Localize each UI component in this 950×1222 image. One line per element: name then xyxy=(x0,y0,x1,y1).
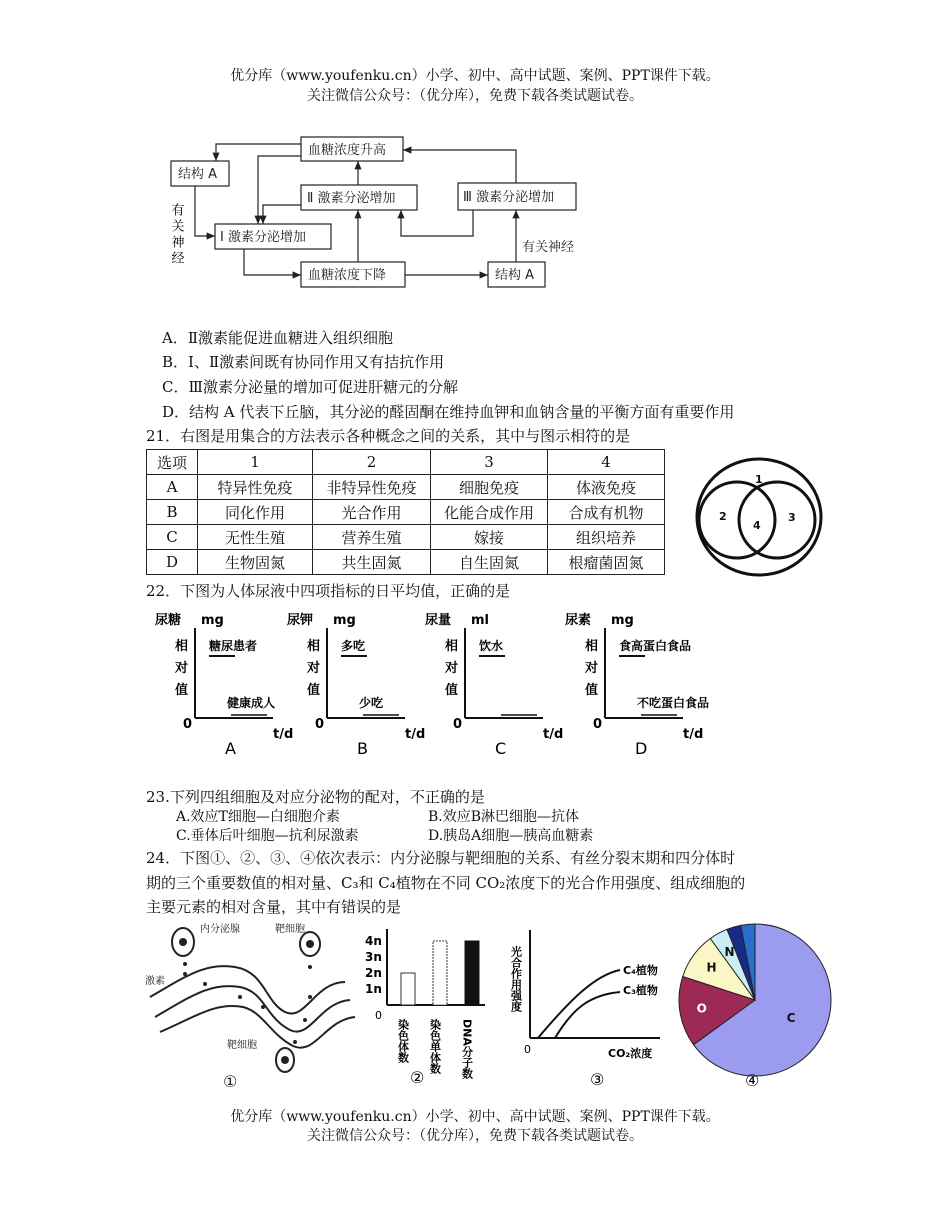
header-line-1: 优分库（www.youfenku.cn）小学、初中、高中试题、案例、PPT课件下载。 xyxy=(230,68,720,84)
q22-chart-xlabel: t/d xyxy=(683,727,704,742)
table-cell: 生物固氮 xyxy=(198,550,313,575)
q22-chart-ylabel-char: 值 xyxy=(445,683,459,698)
q22-chart-unit: mg xyxy=(611,613,634,628)
blood-sugar-flow-diagram xyxy=(160,130,600,295)
q22-chart-origin: 0 xyxy=(593,717,603,732)
q22-stem: 22．下图为人体尿液中四项指标的日平均值，正确的是 xyxy=(146,582,511,600)
q22-chart-high-label: 糖尿患者 xyxy=(209,639,258,653)
table-header-cell: 2 xyxy=(313,450,431,475)
q22-chart-unit: mg xyxy=(201,613,224,628)
flow-h3: Ⅲ 激素分泌增加 xyxy=(463,190,555,205)
q22-chart-ytitle: 尿素 xyxy=(565,613,592,628)
table-cell: C xyxy=(147,525,198,550)
fig2-bar-label: DNA分子数 xyxy=(460,1019,474,1079)
fig2-bar xyxy=(401,973,415,1005)
table-cell: 根瘤菌固氮 xyxy=(548,550,665,575)
q20-option-b: B．Ⅰ、Ⅱ激素间既有协同作用又有拮抗作用 xyxy=(162,353,445,371)
venn-label-3: 3 xyxy=(788,511,796,524)
fig4-slice-label: C xyxy=(786,1011,796,1026)
q22-chart-ylabel-char: 相 xyxy=(307,639,321,654)
q21-stem: 21．右图是用集合的方法表示各种概念之间的关系，其中与图示相符的是 xyxy=(146,427,631,445)
table-cell: A xyxy=(147,475,198,500)
q22-chart-low-label: 少吃 xyxy=(359,696,384,710)
q22-chart-letter: A xyxy=(225,739,236,758)
venn-diagram xyxy=(693,455,825,580)
q22-chart-origin: 0 xyxy=(183,717,193,732)
fig2-ytick: 2n xyxy=(365,966,382,980)
q24-line-3: 主要元素的相对含量，其中有错误的是 xyxy=(146,898,402,916)
fig3-origin: 0 xyxy=(524,1043,531,1056)
footer-line-1: 优分库（www.youfenku.cn）小学、初中、高中试题、案例、PPT课件下载。 xyxy=(230,1109,720,1125)
table-header-cell: 1 xyxy=(198,450,313,475)
table-cell: 无性生殖 xyxy=(198,525,313,550)
q22-chart-ylabel-char: 对 xyxy=(175,661,189,676)
fig2-origin: 0 xyxy=(375,1009,382,1022)
fig1-hormone-label: 激素 xyxy=(145,976,165,987)
fig4-slice-label: O xyxy=(696,1001,707,1016)
q20-option-a: A．Ⅱ激素能促进血糖进入组织细胞 xyxy=(162,329,394,347)
table-cell: 嫁接 xyxy=(431,525,548,550)
fig2-bar-chart xyxy=(365,925,495,1090)
q22-chart-origin: 0 xyxy=(453,717,463,732)
q22-chart-xlabel: t/d xyxy=(405,727,426,742)
fig2-bar-label: 染色体数 xyxy=(396,1019,410,1063)
flow-fall: 血糖浓度下降 xyxy=(308,268,387,283)
q22-chart-letter: C xyxy=(495,739,507,758)
q23-option-d: D.胰岛A细胞—胰高血糖素 xyxy=(428,828,594,844)
q22-chart-ytitle: 尿钾 xyxy=(287,613,314,628)
fig3-ylabel: 光合作用强度 xyxy=(510,946,523,1012)
q22-chart-high-label: 饮水 xyxy=(479,639,504,653)
q22-chart-xlabel: t/d xyxy=(543,727,564,742)
fig2-ytick: 3n xyxy=(365,950,382,964)
fig3-c4-label: C₄植物 xyxy=(623,964,658,977)
q22-chart-ytitle: 尿量 xyxy=(425,613,452,628)
q22-chart-ylabel-char: 对 xyxy=(307,661,321,676)
table-row xyxy=(147,525,665,550)
q22-chart-ylabel-char: 值 xyxy=(175,683,189,698)
fig2-bar xyxy=(433,941,447,1005)
flow-h2: Ⅱ 激素分泌增加 xyxy=(307,191,396,206)
q22-chart-ylabel-char: 对 xyxy=(445,661,459,676)
q22-chart-low-label: 不吃蛋白食品 xyxy=(637,696,710,710)
fig4-slice-label: N xyxy=(724,944,735,959)
q23-option-b: B.效应B淋巴细胞—抗体 xyxy=(428,809,580,825)
q22-chart-unit: ml xyxy=(471,613,490,628)
table-cell: 合成有机物 xyxy=(548,500,665,525)
table-row xyxy=(147,550,665,575)
flow-struct-a-right: 结构 A xyxy=(495,268,535,283)
fig3-c3-label: C₃植物 xyxy=(623,984,658,997)
q22-chart-low-label: 健康成人 xyxy=(227,696,276,710)
q22-chart-xlabel: t/d xyxy=(273,727,294,742)
footer-line-2: 关注微信公众号：（优分库），免费下载各类试题试卷。 xyxy=(307,1128,643,1144)
q22-chart-letter: D xyxy=(635,739,648,758)
q22-chart-ylabel-char: 值 xyxy=(307,683,321,698)
q23-stem: 23.下列四组细胞及对应分泌物的配对，不正确的是 xyxy=(146,788,485,806)
table-cell: 化能合成作用 xyxy=(431,500,548,525)
table-header-row xyxy=(147,450,665,475)
q22-charts xyxy=(155,606,730,766)
table-header-cell: 4 xyxy=(548,450,665,475)
q22-chart-ylabel-char: 相 xyxy=(585,639,599,654)
table-cell: 同化作用 xyxy=(198,500,313,525)
q22-chart-high-label: 食高蛋白食品 xyxy=(619,639,692,653)
q22-chart-ylabel-char: 对 xyxy=(585,661,599,676)
table-header-cell: 3 xyxy=(431,450,548,475)
venn-label-1: 1 xyxy=(755,473,763,486)
q22-chart-ylabel-char: 相 xyxy=(445,639,459,654)
fig1-target-label-1: 靶细胞 xyxy=(275,924,305,935)
fig2-ytick: 1n xyxy=(365,982,382,996)
fig4-number: ④ xyxy=(745,1071,760,1090)
q21-table xyxy=(146,449,665,575)
fig3-number: ③ xyxy=(590,1070,605,1089)
fig1-target-label-2: 靶细胞 xyxy=(227,1040,257,1051)
fig2-bar xyxy=(465,941,479,1005)
fig2-ytick: 4n xyxy=(365,934,382,948)
fig3-xlabel: CO₂浓度 xyxy=(608,1047,653,1060)
q20-option-c: C．Ⅲ激素分泌量的增加可促进肝糖元的分解 xyxy=(162,378,458,396)
table-cell: 非特异性免疫 xyxy=(313,475,431,500)
table-cell: 营养生殖 xyxy=(313,525,431,550)
q22-chart-letter: B xyxy=(357,739,368,758)
q22-chart-high-label: 多吃 xyxy=(341,639,366,653)
table-cell: 组织培养 xyxy=(548,525,665,550)
q24-line-1: 24．下图①、②、③、④依次表示：内分泌腺与靶细胞的关系、有丝分裂末期和四分体时 xyxy=(146,849,736,867)
table-cell: 细胞免疫 xyxy=(431,475,548,500)
q22-chart-ylabel-char: 相 xyxy=(175,639,189,654)
table-cell: 体液免疫 xyxy=(548,475,665,500)
q23-option-a: A.效应T细胞—白细胞介素 xyxy=(176,809,340,825)
flow-struct-a-left: 结构 A xyxy=(178,167,218,182)
q22-chart-ytitle: 尿糖 xyxy=(155,613,182,628)
venn-label-2: 2 xyxy=(719,510,727,523)
fig3-photosynthesis-chart xyxy=(510,930,675,1090)
q22-chart-ylabel-char: 值 xyxy=(585,683,599,698)
q22-chart-origin: 0 xyxy=(315,717,325,732)
table-row xyxy=(147,475,665,500)
table-row xyxy=(147,500,665,525)
flow-nerve-left: 有关神经 xyxy=(168,203,184,267)
q20-option-d: D．结构 A 代表下丘脑，其分泌的醛固酮在维持血钾和血钠含量的平衡方面有重要作用 xyxy=(162,403,735,421)
fig4-slice-label: H xyxy=(706,960,717,975)
fig2-bar-label: 染色单体数 xyxy=(428,1019,442,1074)
table-cell: 自生固氮 xyxy=(431,550,548,575)
fig4-pie-chart xyxy=(675,920,835,1092)
flow-h1: Ⅰ 激素分泌增加 xyxy=(220,230,306,245)
flow-nerve-right: 有关神经 xyxy=(522,240,575,255)
table-cell: 光合作用 xyxy=(313,500,431,525)
table-cell: D xyxy=(147,550,198,575)
table-cell: 特异性免疫 xyxy=(198,475,313,500)
fig2-number: ② xyxy=(410,1068,425,1087)
q24-line-2: 期的三个重要数值的相对量、C₃和 C₄植物在不同 CO₂浓度下的光合作用强度、组成细胞的 xyxy=(146,874,746,892)
table-cell: 共生固氮 xyxy=(313,550,431,575)
fig1-endocrine-diagram xyxy=(145,922,360,1092)
q23-option-c: C.垂体后叶细胞—抗利尿激素 xyxy=(176,828,359,844)
fig1-number: ① xyxy=(223,1072,238,1091)
flow-rise: 血糖浓度升高 xyxy=(308,143,387,158)
table-header-cell: 选项 xyxy=(147,450,198,475)
table-cell: B xyxy=(147,500,198,525)
header-line-2: 关注微信公众号：（优分库），免费下载各类试题试卷。 xyxy=(307,88,643,104)
fig1-gland-label: 内分泌腺 xyxy=(200,924,240,935)
venn-label-4: 4 xyxy=(753,519,761,532)
q22-chart-unit: mg xyxy=(333,613,356,628)
